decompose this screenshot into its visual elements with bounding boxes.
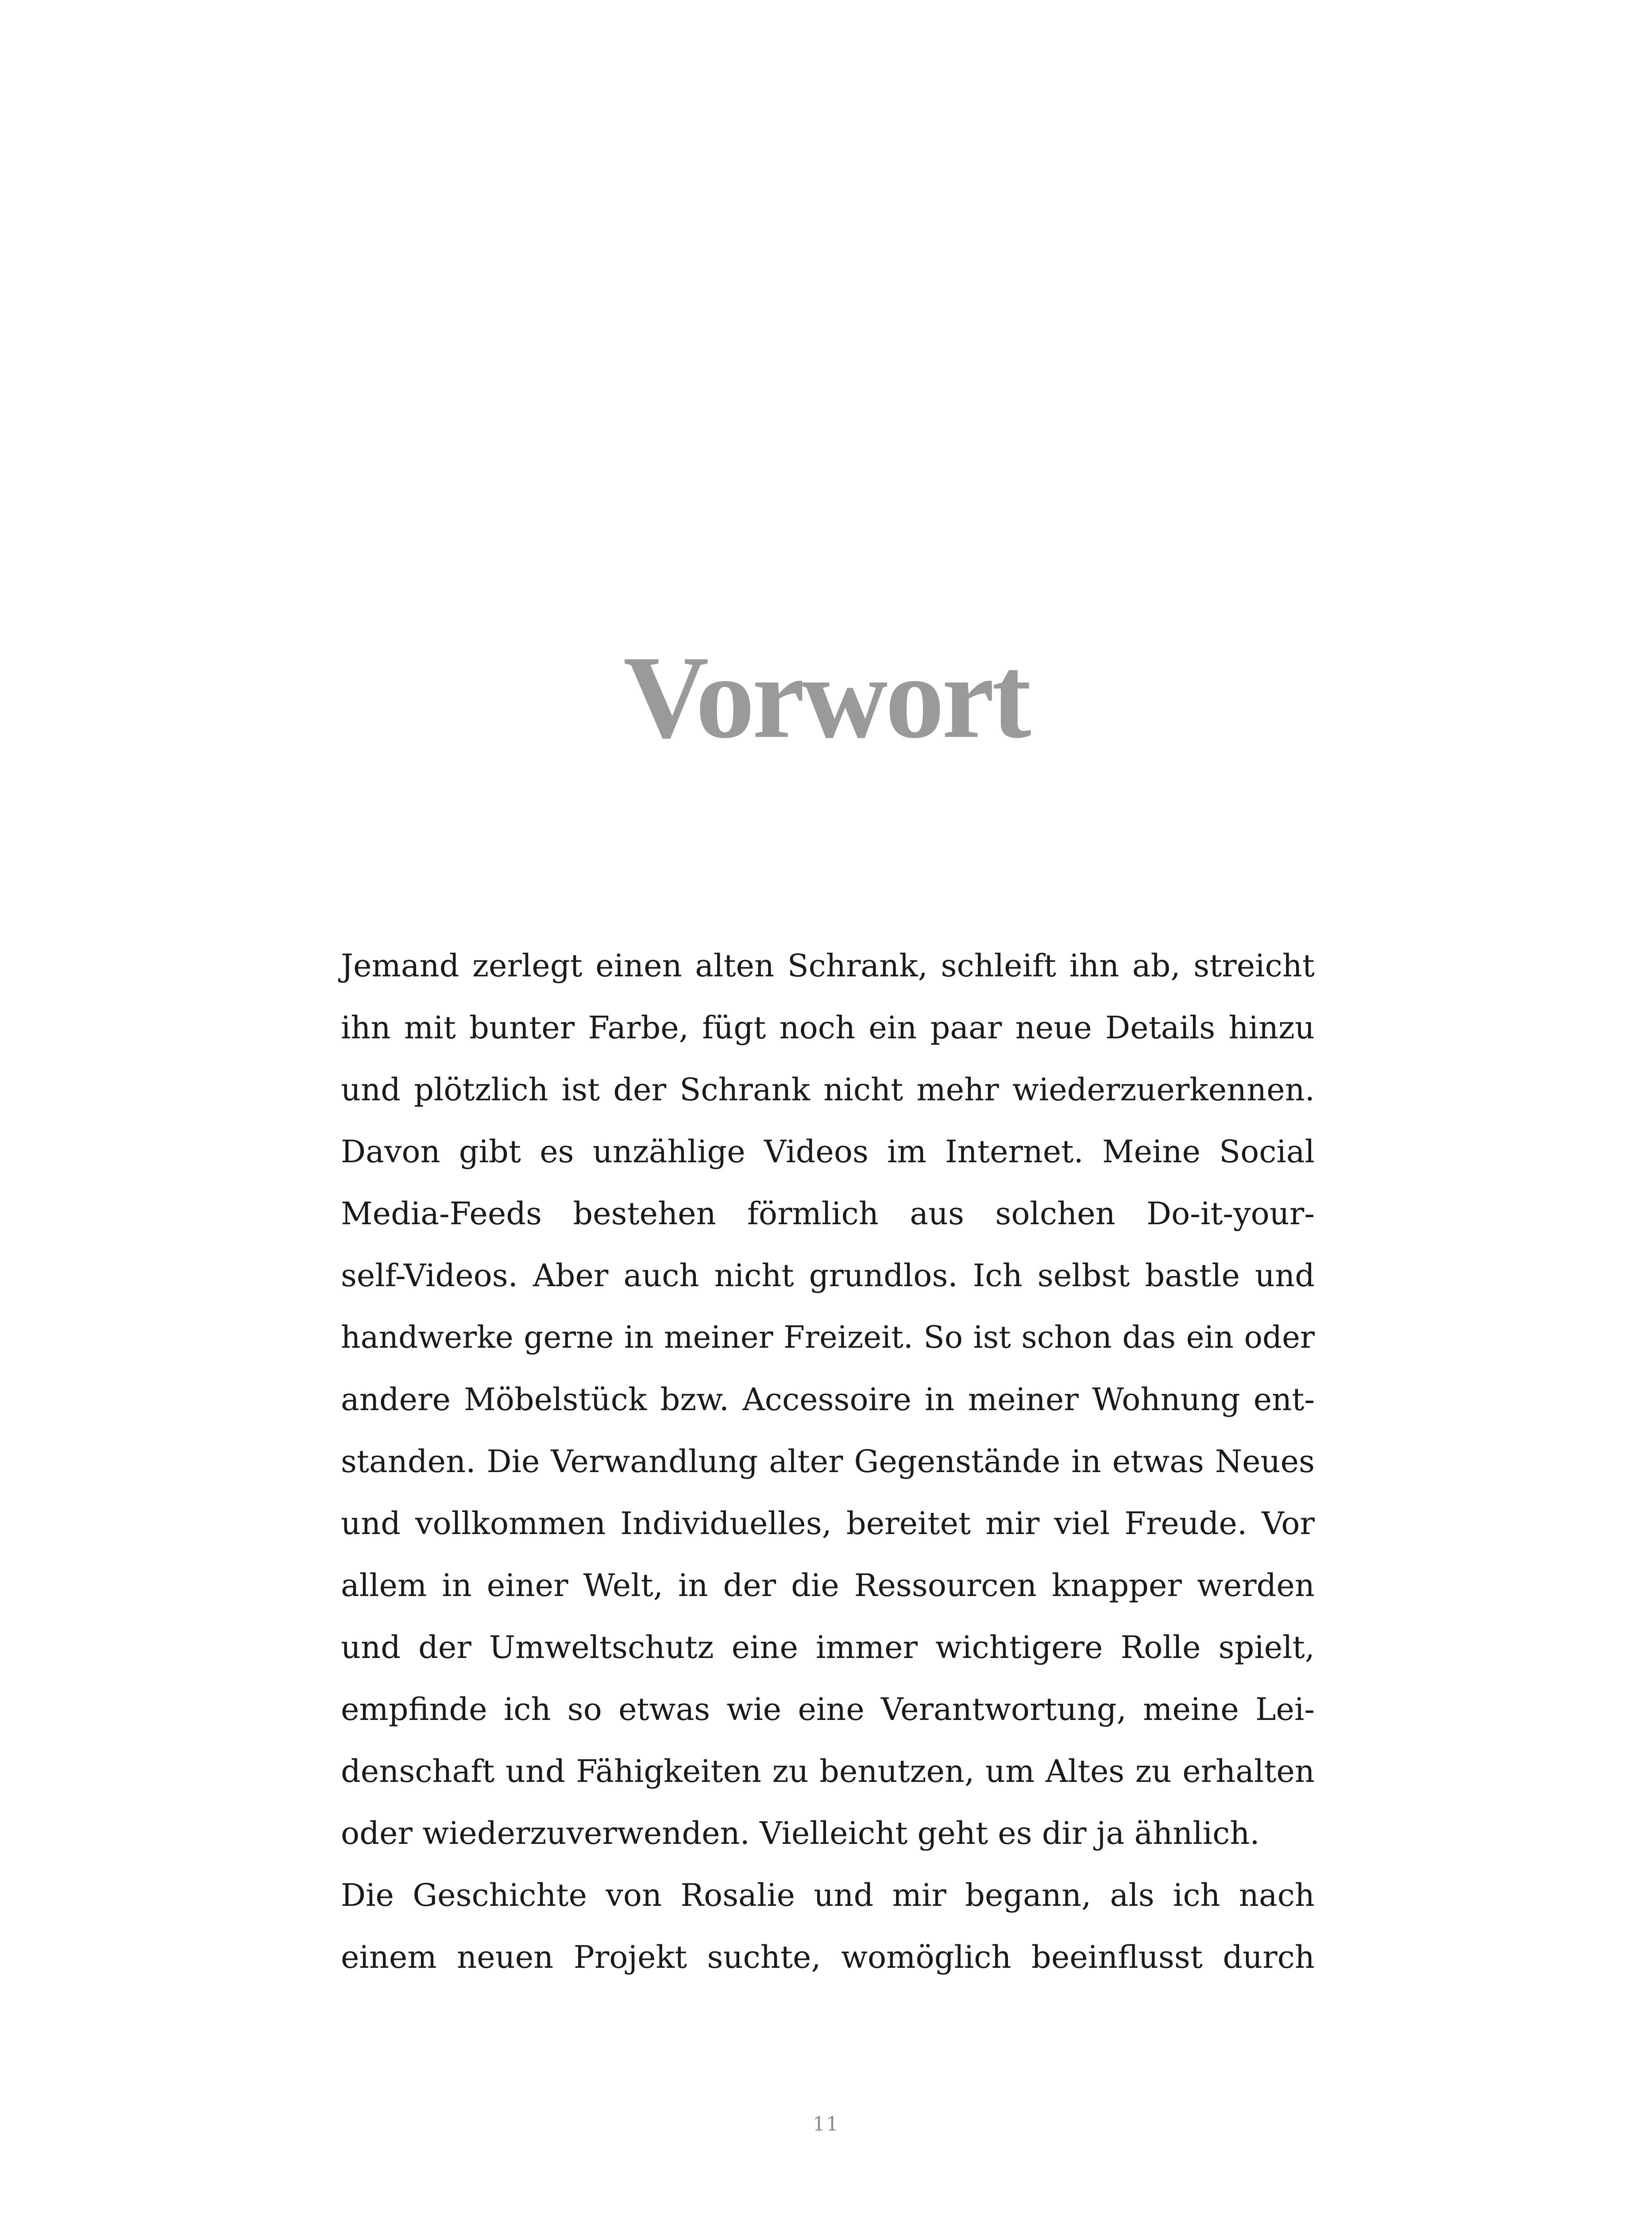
text-line: Media-Feeds bestehen förmlich aus solchen Do-it-your- [341,1195,1315,1232]
text-line: oder wiederzuverwenden. Vielleicht geht es dir ja ähnlich. [341,1815,1260,1851]
text-line: denschaft und Fähigkeiten zu benutzen, um Altes zu erhalten [341,1753,1315,1789]
text-line: handwerke gerne in meiner Freizeit. So ist schon das ein oder [341,1320,1315,1355]
text-line: allem in einer Welt, in der die Ressourcen knapper werden [341,1567,1315,1604]
text-line: Die Geschichte von Rosalie und mir begann, als ich nach [341,1877,1315,1913]
page-number: 11 [813,2113,839,2136]
text-line: Davon gibt es unzählige Videos im Internet. Meine Social [341,1133,1315,1170]
text-line: standen. Die Verwandlung alter Gegenstände in etwas Neues [341,1443,1315,1480]
text-line: self-Videos. Aber auch nicht grundlos. Ich selbst bastle und [341,1257,1315,1294]
text-line: und der Umweltschutz eine immer wichtigere Rolle spielt, [341,1629,1315,1666]
text-line: empfinde ich so etwas wie eine Verantwortung, meine Lei- [341,1691,1315,1727]
body-text [341,935,1315,1988]
text-line: Jemand zerlegt einen alten Schrank, schleift ihn ab, streicht [341,948,1315,984]
text-line: einem neuen Projekt suchte, womöglich beeinflusst durch [341,1939,1315,1975]
chapter-title: Vorwort [623,631,1029,763]
text-line: ihn mit bunter Farbe, fügt noch ein paar neue Details hinzu [341,1010,1315,1046]
text-line: und plötzlich ist der Schrank nicht mehr wiederzuerkennen. [341,1072,1315,1108]
text-line: und vollkommen Individuelles, bereitet mir viel Freude. Vor [341,1505,1315,1542]
text-line: andere Möbelstück bzw. Accessoire in meiner Wohnung ent- [341,1381,1315,1418]
